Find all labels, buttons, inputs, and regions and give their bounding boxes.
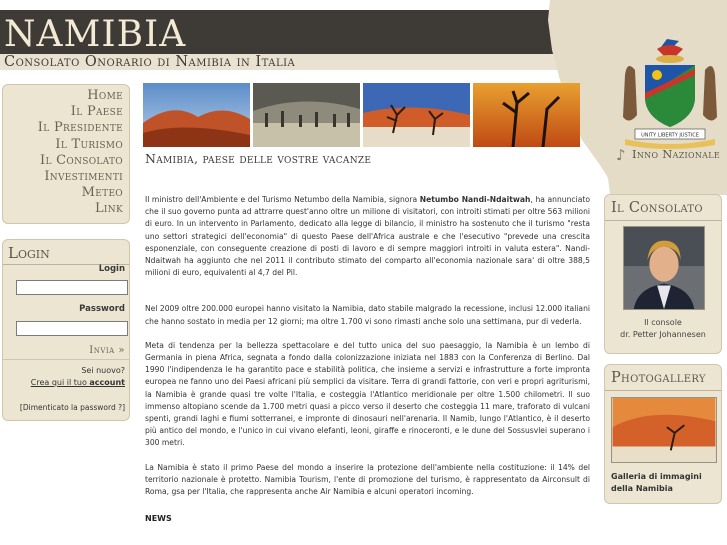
login-title: Login <box>8 244 50 262</box>
consul-name: dr. Petter Johannesen <box>620 330 706 339</box>
music-note-icon[interactable]: ♪ <box>616 146 626 164</box>
submit-button[interactable]: Invia » <box>89 345 125 356</box>
anthem-link[interactable]: Inno Nazionale <box>632 147 721 161</box>
sunset-photo <box>473 83 580 147</box>
divider <box>605 390 721 391</box>
forgot-password-link[interactable]: [Dimenticato la password ?] <box>19 403 125 412</box>
article-paragraph: Nel 2009 oltre 200.000 europei hanno visitato la Namibia, dato stabile malgrado la recessione, inclusi 12.000 italiani che hanno sostato in media per 12 giorni; ma oltre 1.700 vi sono rimasti anche solo una settimana, pur di vederla. <box>145 304 590 326</box>
main-nav <box>2 84 130 224</box>
password-input[interactable] <box>16 321 128 336</box>
minister-name: Netumbo Nandi-Ndaitwah <box>419 195 531 204</box>
photogallery-title[interactable]: Photogallery <box>611 370 706 386</box>
page-tagline: Namibia, paese delle vostre vacanze <box>145 151 372 166</box>
site-title[interactable]: NAMIBIA <box>4 14 187 55</box>
create-account-prefix: Crea qui il tuo <box>30 378 90 387</box>
login-panel <box>2 239 130 421</box>
article-text: Il ministro dell'Ambiente e del Turismo Netumbo della Namibia, signora <box>145 195 420 204</box>
consul-portrait <box>623 226 705 310</box>
nav-item-il-presidente[interactable]: Il Presidente <box>37 120 123 136</box>
nav-item-meteo[interactable]: Meteo <box>81 185 123 201</box>
article-paragraph: La Namibia è stato il primo Paese del mondo a inserire la protezione dell'ambiente nella costituzione: il 14% del territorio nazionale è protetto. Namibia Tourism, l'ente di promozione del turismo, è rappresentato da Airconsult di Roma, gsa per l'Italia, che rappresenta anche Air Namibia e alcuni operatori incoming. <box>145 462 590 497</box>
dunes-photo <box>143 83 250 147</box>
divider <box>3 359 129 360</box>
nav-item-investimenti[interactable]: Investimenti <box>44 169 123 185</box>
coat-of-arms-emblem <box>615 35 725 150</box>
deadvlei-photo <box>363 83 470 147</box>
divider <box>605 220 721 221</box>
consul-role: Il console <box>644 318 682 327</box>
article-paragraph: Meta di tendenza per la bellezza spettacolare e del tutto unica del suo paesaggio, la Namibia è un lembo di Germania in piena Africa, segnata a fondo dalla colonizzazione iniziata nel 1883 con la Conferenza di Berlino. Dal 1990 l'indipendenza le ha garantito pace e stabilità politica, che insieme a servizi e infrastrutture a forte impronta europea ne fanno uno dei Paesi africani più semplici da visitare. Terra di grandi fattorie, con veri e propri agriturismi, la Namibia è grande quasi tre volte l'Italia, e costeggia l'Atlantico meridionale per oltre 1.500 chilometri. Il suo immenso altopiano scende da 1.700 metri quasi a picco verso il deserto che costeggia 11 mare, traforato di vulcani spenti, grandi laghi e fiumi sotterranei, e impronte di dinosauri nell'arenaria. Il Namib, lungo l'Atlantico, è il deserto più antico del mondo, e l'unico in cui vivano elefanti, leoni, giraffe e rinoceronti, e le dune del Sossusvlei superano i 300 metri. <box>145 340 590 448</box>
new-user-prompt: Sei nuovo? <box>81 366 125 375</box>
article-text: , ha annunciato che il suo governo punta ad attrarre quest'anno oltre un milione di visitatori, con introiti stimati per oltre 563 milioni di euro. In un intervento in Parlamento, dedicato alla legge di bilancio, il ministro ha sostenuto che il turismo "resta uno settori strategici dell'economia" di questo Paese dell'Africa australe e che l'esecutivo "prevede una crescita esponenziale, con conseguente creazione di posti di lavoro e di sempre maggiori introiti in valuta estera". Nandi-Ndaitwah ha aggiunto che nel 2011 il contributo stimato del comparto all'economia nazionale sara' di oltre 388,5 milioni di euro, equivalenti al 4,7 del Pil. <box>145 195 590 278</box>
create-account-bold: account <box>89 378 125 387</box>
nav-item-il-turismo[interactable]: Il Turismo <box>55 136 123 152</box>
nav-item-link[interactable]: Link <box>95 201 123 217</box>
create-account-link[interactable] <box>31 378 125 387</box>
consolato-title[interactable]: Il Consolato <box>611 200 703 216</box>
main-article <box>145 194 590 510</box>
consolato-panel <box>604 194 722 354</box>
nav-item-home[interactable]: Home <box>87 88 123 103</box>
photogallery-panel <box>604 364 722 504</box>
nav-item-il-consolato[interactable]: Il Consolato <box>40 152 123 168</box>
wildlife-photo <box>253 83 360 147</box>
article-paragraph <box>145 194 590 279</box>
site-subtitle: Consolato Onorario di Namibia in Italia <box>4 54 296 70</box>
gallery-thumbnail[interactable] <box>611 397 717 463</box>
banner-photos <box>143 83 580 147</box>
nav-item-il-paese[interactable]: Il Paese <box>70 104 123 120</box>
password-field-label: Password <box>79 304 125 314</box>
login-field-label: Login <box>98 264 125 274</box>
coat-motto: UNITY LIBERTY JUSTICE <box>641 132 699 139</box>
gallery-caption[interactable]: Galleria di immagini della Namibia <box>611 472 702 493</box>
login-input[interactable] <box>16 280 128 295</box>
news-heading: NEWS <box>145 514 172 523</box>
